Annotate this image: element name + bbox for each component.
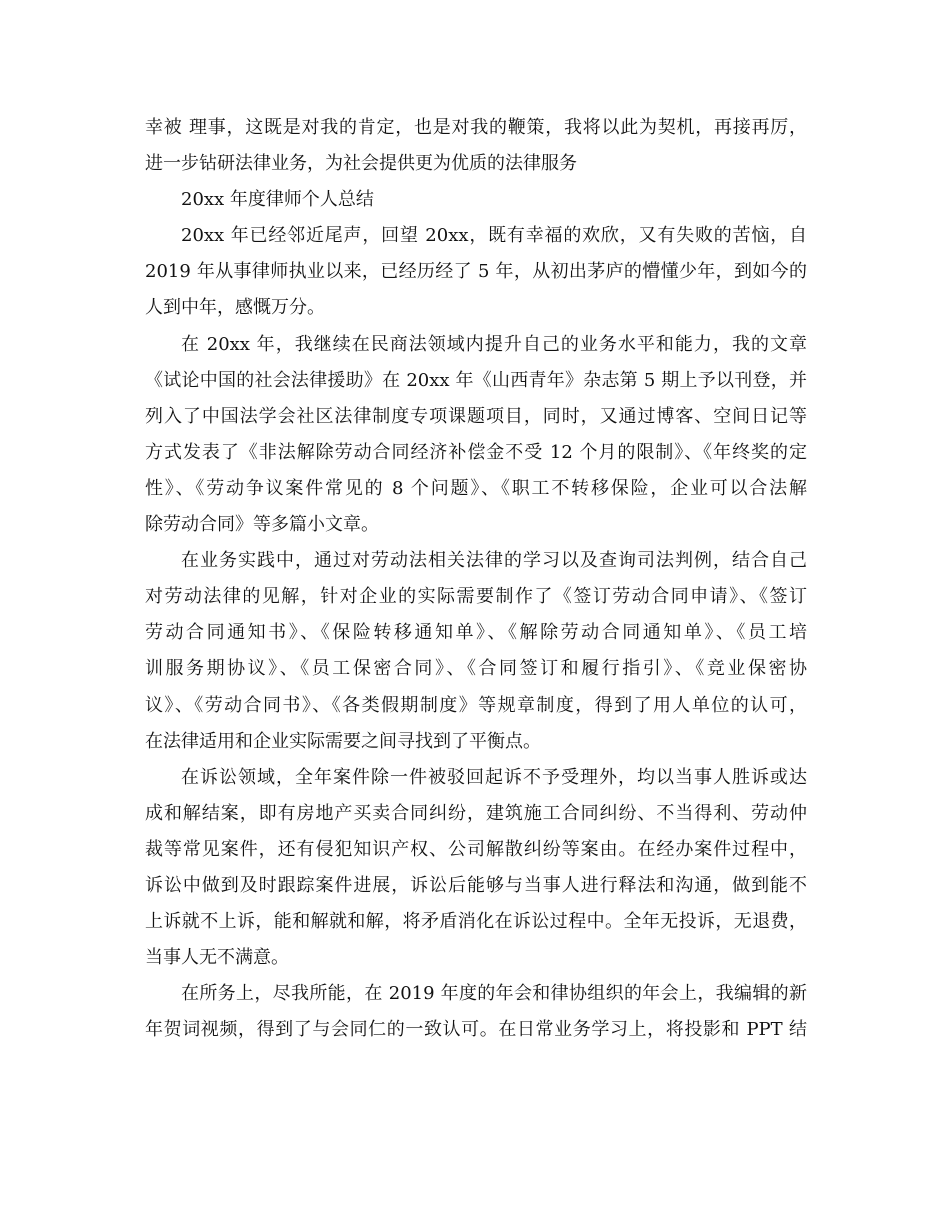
text-line: 对劳动法律的见解，针对企业的实际需要制作了《签订劳动合同申请》、《签订 xyxy=(145,586,807,608)
text-line: 在业务实践中，通过对劳动法相关法律的学习以及查询司法判例，结合自己 xyxy=(181,550,807,572)
text-line: 在法律适用和企业实际需要之间寻找到了平衡点。 xyxy=(145,730,541,752)
text-line: 列入了中国法学会社区法律制度专项课题项目，同时，又通过博客、空间日记等 xyxy=(145,405,807,427)
text-line: 当事人无不满意。 xyxy=(145,947,289,969)
paragraph-litigation xyxy=(145,760,807,977)
paragraph-articles xyxy=(145,327,807,544)
text-line: 20xx 年度律师个人总结 xyxy=(181,189,374,211)
text-line: 《试论中国的社会法律援助》在 20xx 年《山西青年》杂志第 5 期上予以刊登，并 xyxy=(145,369,807,391)
text-line: 裁等常见案件，还有侵犯知识产权、公司解散纠纷等案由。在经办案件过程中， xyxy=(145,838,807,860)
text-line: 上诉就不上诉，能和解就和解，将矛盾消化在诉讼过程中。全年无投诉，无退费， xyxy=(145,911,807,933)
text-line: 20xx 年已经邻近尾声，回望 20xx，既有幸福的欢欣，又有失败的苦恼，自 xyxy=(181,225,807,247)
paragraph-practice xyxy=(145,543,807,760)
document-body xyxy=(145,110,807,1048)
text-line: 在所务上，尽我所能，在 2019 年度的年会和律协组织的年会上，我编辑的新 xyxy=(181,983,807,1005)
text-line: 训服务期协议》、《员工保密合同》、《合同签订和履行指引》、《竞业保密协 xyxy=(145,658,807,680)
text-line: 性》、《劳动争议案件常见的 8 个问题》、《职工不转移保险，企业可以合法解 xyxy=(145,477,807,499)
text-line: 议》、《劳动合同书》、《各类假期制度》等规章制度，得到了用人单位的认可， xyxy=(145,694,807,716)
paragraph-firm xyxy=(145,976,807,1048)
text-line: 诉讼中做到及时跟踪案件进展，诉讼后能够与当事人进行释法和沟通，做到能不 xyxy=(145,874,807,896)
paragraph-continuation xyxy=(145,110,807,182)
paragraph-intro xyxy=(145,218,807,326)
text-line: 劳动合同通知书》、《保险转移通知单》、《解除劳动合同通知单》、《员工培 xyxy=(145,622,807,644)
text-line: 成和解结案，即有房地产买卖合同纠纷，建筑施工合同纠纷、不当得利、劳动仲 xyxy=(145,802,807,824)
text-line: 幸被 理事，这既是对我的肯定，也是对我的鞭策，我将以此为契机，再接再厉， xyxy=(145,117,807,138)
text-line: 在诉讼领域，全年案件除一件被驳回起诉不予受理外，均以当事人胜诉或达 xyxy=(181,766,807,788)
text-line: 年贺词视频，得到了与会同仁的一致认可。在日常业务学习上，将投影和 PPT 结 xyxy=(145,1019,807,1041)
section-heading xyxy=(145,182,807,218)
text-line: 人到中年，感慨万分。 xyxy=(145,297,325,319)
text-line: 在 20xx 年，我继续在民商法领域内提升自己的业务水平和能力，我的文章 xyxy=(181,333,807,355)
text-line: 方式发表了《非法解除劳动合同经济补偿金不受 12 个月的限制》、《年终奖的定 xyxy=(145,441,807,463)
text-line: 进一步钻研法律业务，为社会提供更为优质的法律服务 xyxy=(145,153,577,175)
text-line: 除劳动合同》等多篇小文章。 xyxy=(145,514,379,536)
text-line: 2019 年从事律师执业以来，已经历经了 5 年，从初出茅庐的懵懂少年，到如今的 xyxy=(145,261,807,283)
